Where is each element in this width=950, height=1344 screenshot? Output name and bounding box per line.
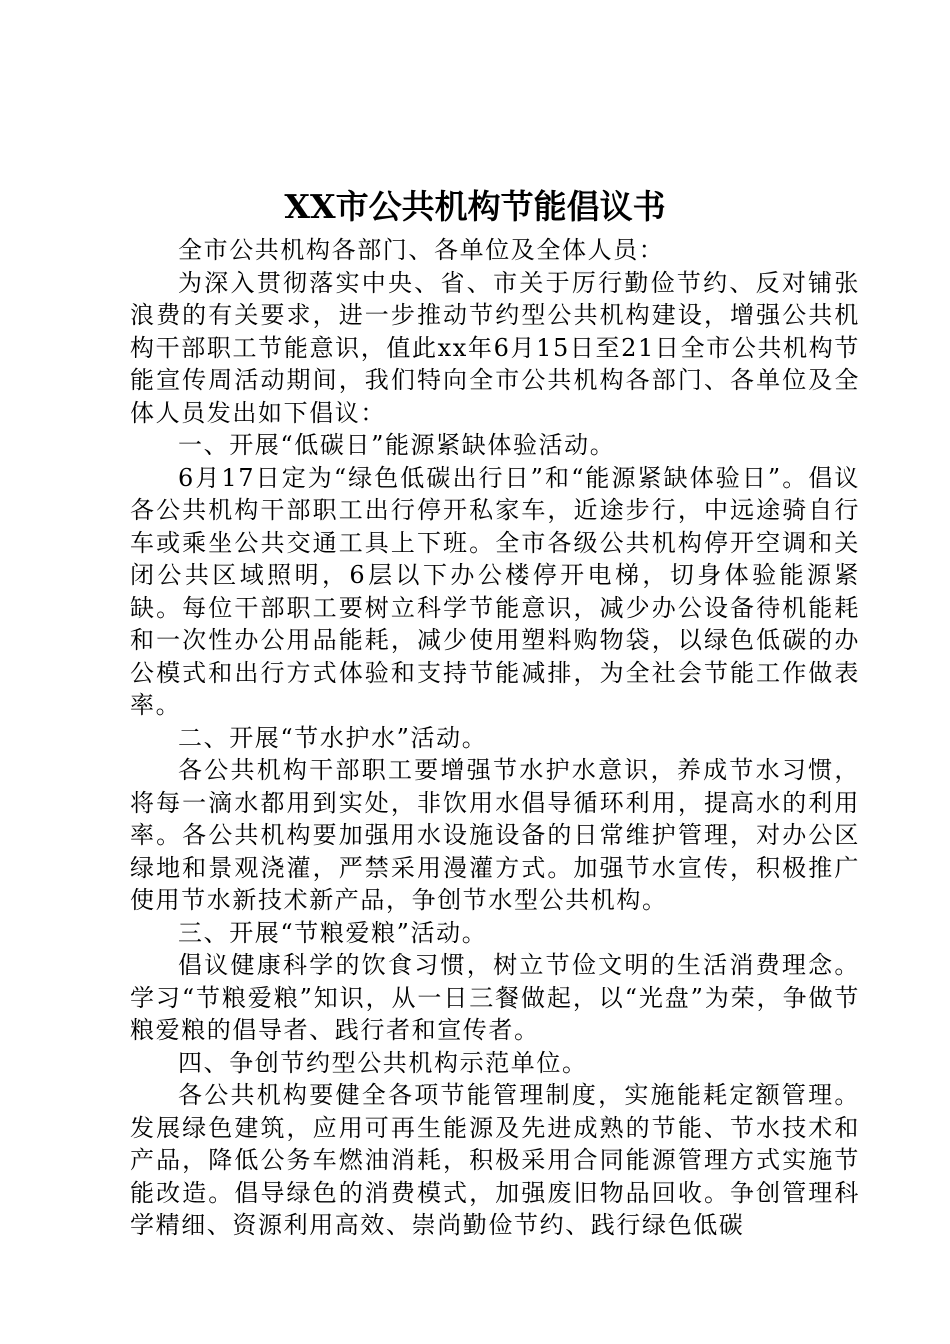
intro-paragraph: 为深入贯彻落实中央、省、市关于厉行勤俭节约、反对铺张浪费的有关要求，进一步推动节约型公共机构建设，增强公共机构干部职工节能意识，值此xx年6月15日至21日全市公共机构节能宣传周活动期间，我们特向全市公共机构各部门、各单位及全体人员发出如下倡议： — [130, 268, 860, 427]
section-body-4: 各公共机构要健全各项节能管理制度，实施能耗定额管理。发展绿色建筑，应用可再生能源及先进成熟的节能、节水技术和产品，降低公务车燃油消耗，积极采用合同能源管理方式实施节能改造。倡导绿色的消费模式，加强废旧物品回收。争创管理科学精细、资源利用高效、崇尚勤俭节约、践行绿色低碳 — [130, 1081, 860, 1239]
section-body-3: 倡议健康科学的饮食习惯，树立节俭文明的生活消费理念。学习“节粮爱粮”知识，从一日三餐做起，以“光盘”为荣，争做节粮爱粮的倡导者、践行者和宣传者。 — [130, 951, 860, 1044]
section-body-1: 6月17日定为“绿色低碳出行日”和“能源紧缺体验日”。倡议各公共机构干部职工出行停开私家车，近途步行，中远途骑自行车或乘坐公共交通工具上下班。全市各级公共机构停开空调和关闭公共区域照明，6层以下办公楼停开电梯，切身体验能源紧缺。每位干部职工要树立科学节能意识，减少办公设备待机能耗和一次性办公用品能耗，减少使用塑料购物袋，以绿色低碳的办公模式和出行方式体验和支持节能减排，为全社会节能工作做表率。 — [130, 463, 860, 719]
salutation: 全市公共机构各部门、各单位及全体人员： — [178, 236, 665, 264]
section-heading-3: 三、开展“节粮爱粮”活动。 — [178, 918, 488, 947]
section-heading-4: 四、争创节约型公共机构示范单位。 — [178, 1048, 588, 1077]
section-body-2: 各公共机构干部职工要增强节水护水意识，养成节水习惯，将每一滴水都用到实处，非饮用水倡导循环利用，提高水的利用率。各公共机构要加强用水设施设备的日常维护管理，对办公区绿地和景观浇灌，严禁采用漫灌方式。加强节水宣传，积极推广使用节水新技术新产品，争创节水型公共机构。 — [130, 756, 860, 914]
section-heading-2: 二、开展“节水护水”活动。 — [178, 723, 488, 752]
section-heading-1: 一、开展“低碳日”能源紧缺体验活动。 — [178, 431, 616, 459]
document-title: XX市公共机构节能倡议书 — [284, 187, 666, 226]
document-body — [130, 234, 860, 1242]
